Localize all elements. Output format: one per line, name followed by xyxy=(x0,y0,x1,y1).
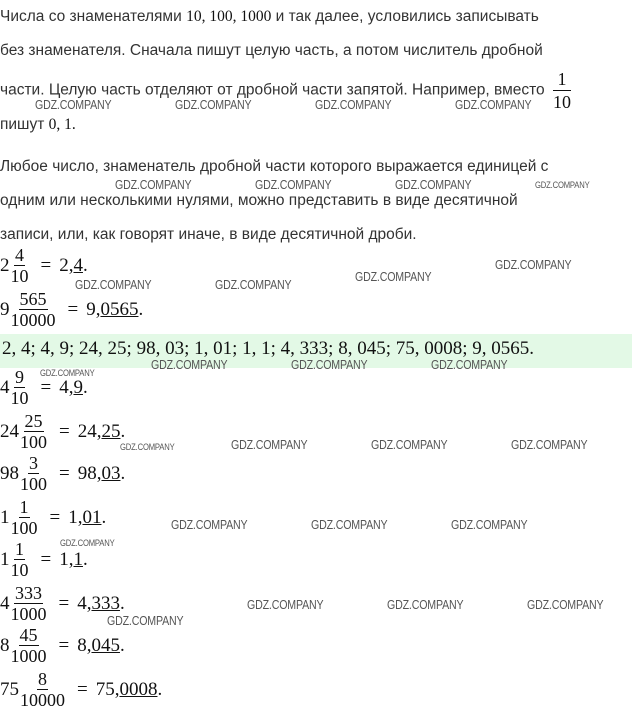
fraction-numerator: 25 xyxy=(24,411,43,431)
result-suffix: . xyxy=(120,420,126,442)
equals-sign: = xyxy=(58,634,70,656)
fraction xyxy=(11,540,29,579)
result-underlined: 1 xyxy=(73,548,83,570)
fraction-numerator: 3 xyxy=(29,453,38,473)
whole-part: 75 xyxy=(0,678,19,700)
watermark: GDZ.COMPANY xyxy=(311,518,388,532)
whole-part: 98 xyxy=(0,462,19,484)
example-row xyxy=(0,498,106,537)
result-underlined: 01 xyxy=(82,506,102,528)
result-prefix: 75, xyxy=(95,678,120,700)
result-underlined: 0565 xyxy=(100,298,139,320)
watermark: GDZ.COMPANY xyxy=(431,358,508,372)
watermark: GDZ.COMPANY xyxy=(35,98,112,112)
result-underlined: 03 xyxy=(101,462,121,484)
fraction-denominator: 100 xyxy=(20,474,47,494)
equals-sign: = xyxy=(67,298,79,320)
result-prefix: 4, xyxy=(77,592,92,614)
fraction-denominator: 10 xyxy=(552,92,571,112)
equals-sign: = xyxy=(59,420,70,442)
fraction-numerator: 1 xyxy=(553,70,571,91)
watermark: GDZ.COMPANY xyxy=(387,598,464,612)
watermark: GDZ.COMPANY xyxy=(291,358,368,372)
watermark: GDZ.COMPANY xyxy=(247,598,324,612)
fraction-numerator: 9 xyxy=(15,367,24,387)
result-underlined: 0008 xyxy=(119,678,158,700)
watermark: GDZ.COMPANY xyxy=(115,178,192,192)
watermark: GDZ.COMPANY xyxy=(315,98,392,112)
result-suffix: . xyxy=(101,506,107,528)
whole-part: 8 xyxy=(0,634,10,656)
result-underlined: 333 xyxy=(91,592,120,614)
result-suffix: . xyxy=(138,298,144,320)
watermark: GDZ.COMPANY xyxy=(495,258,572,272)
fraction-numerator: 1 xyxy=(15,539,24,559)
result-prefix: 8, xyxy=(77,634,92,656)
fraction xyxy=(11,626,47,665)
fraction xyxy=(20,670,65,709)
equals-sign: = xyxy=(58,592,70,614)
fraction-numerator: 45 xyxy=(19,625,38,645)
example-row xyxy=(0,290,143,329)
result-prefix: 1, xyxy=(68,506,83,528)
watermark: GDZ.COMPANY xyxy=(451,518,528,532)
text-fragment: и так далее, условились записывать xyxy=(271,8,539,25)
watermark: GDZ.COMPANY xyxy=(535,180,590,190)
whole-part: 1 xyxy=(0,506,10,528)
fraction-denominator: 10000 xyxy=(20,690,65,710)
fraction-numerator: 333 xyxy=(15,583,42,603)
result-suffix: . xyxy=(82,548,88,570)
result-prefix: 1, xyxy=(59,548,74,570)
whole-part: 24 xyxy=(0,420,19,442)
text-fragment: Числа со знаменателями xyxy=(0,8,187,25)
math-inline: 10, 100, 1000 xyxy=(186,8,272,25)
fraction-numerator: 4 xyxy=(15,245,24,265)
fraction xyxy=(11,368,29,407)
result-prefix: 4, xyxy=(59,376,74,398)
result-suffix: . xyxy=(157,678,163,700)
result-suffix: . xyxy=(82,254,88,276)
inline-fraction xyxy=(553,70,571,111)
result-prefix: 98, xyxy=(77,462,102,484)
result-prefix: 24, xyxy=(77,420,102,442)
watermark: GDZ.COMPANY xyxy=(171,518,248,532)
fraction-denominator: 10 xyxy=(10,266,29,286)
watermark: GDZ.COMPANY xyxy=(215,278,292,292)
equals-sign: = xyxy=(40,548,52,570)
math-inline: 0, 1. xyxy=(48,116,76,133)
result-suffix: . xyxy=(120,462,126,484)
example-row xyxy=(0,670,162,709)
fraction xyxy=(20,454,47,493)
result-underlined: 25 xyxy=(101,420,121,442)
text-fragment: пишут xyxy=(0,116,49,133)
fraction-denominator: 10000 xyxy=(10,310,56,330)
paragraph-line-7: записи, или, как говорят иначе, в виде десятичной дроби. xyxy=(0,226,417,243)
watermark: GDZ.COMPANY xyxy=(75,278,152,292)
paragraph-line-6: одним или несколькими нулями, можно представить в виде десятичной xyxy=(0,192,518,209)
watermark: GDZ.COMPANY xyxy=(355,270,432,284)
fraction-numerator: 1 xyxy=(19,497,29,517)
watermark: GDZ.COMPANY xyxy=(151,358,228,372)
fraction-denominator: 1000 xyxy=(10,646,47,666)
whole-part: 4 xyxy=(0,376,10,398)
watermark: GDZ.COMPANY xyxy=(107,614,184,628)
result-suffix: . xyxy=(119,592,125,614)
watermark: GDZ.COMPANY xyxy=(120,442,175,452)
watermark: GDZ.COMPANY xyxy=(231,438,308,452)
paragraph-line-5: Любое число, знаменатель дробной части которого выражается единицей с xyxy=(0,158,549,175)
result-suffix: . xyxy=(119,634,125,656)
equals-sign: = xyxy=(77,678,88,700)
result-underlined: 045 xyxy=(91,634,120,656)
fraction xyxy=(11,290,56,329)
fraction-denominator: 1000 xyxy=(10,604,47,624)
equals-sign: = xyxy=(40,254,52,276)
whole-part: 9 xyxy=(0,298,10,320)
watermark: GDZ.COMPANY xyxy=(527,598,604,612)
equals-sign: = xyxy=(49,506,61,528)
result-prefix: 9, xyxy=(86,298,101,320)
example-row xyxy=(0,584,125,623)
fraction-denominator: 100 xyxy=(20,432,47,452)
result-underlined: 9 xyxy=(73,376,83,398)
watermark: GDZ.COMPANY xyxy=(40,368,95,378)
equals-sign: = xyxy=(59,462,70,484)
fraction-denominator: 100 xyxy=(10,518,38,538)
fraction xyxy=(11,246,29,285)
text-fragment: части. Целую часть отделяют от дробной части запятой. Например, вместо xyxy=(0,81,545,99)
watermark: GDZ.COMPANY xyxy=(371,438,448,452)
watermark: GDZ.COMPANY xyxy=(455,98,532,112)
whole-part: 2 xyxy=(0,254,10,276)
example-row xyxy=(0,412,125,451)
fraction xyxy=(20,412,47,451)
watermark: GDZ.COMPANY xyxy=(175,98,252,112)
paragraph-line-4 xyxy=(0,108,628,142)
fraction-numerator: 565 xyxy=(19,289,47,309)
paragraph-line-1 xyxy=(0,0,628,34)
fraction xyxy=(11,584,47,623)
result-prefix: 2, xyxy=(59,254,74,276)
result-underlined: 4 xyxy=(73,254,83,276)
watermark: GDZ.COMPANY xyxy=(395,178,472,192)
whole-part: 1 xyxy=(0,548,10,570)
fraction-denominator: 10 xyxy=(10,388,29,408)
whole-part: 4 xyxy=(0,592,10,614)
fraction xyxy=(11,498,38,537)
answer-line: 2, 4; 4, 9; 24, 25; 98, 03; 1, 01; 1, 1; 4, 333; 8, 045; 75, 0008; 9, 0565. xyxy=(2,338,535,359)
watermark: GDZ.COMPANY xyxy=(255,178,332,192)
example-row xyxy=(0,454,125,493)
paragraph-line-2: без знаменателя. Сначала пишут целую часть, а потом числитель дробной xyxy=(0,42,543,59)
watermark: GDZ.COMPANY xyxy=(511,438,588,452)
example-row xyxy=(0,626,125,665)
result-suffix: . xyxy=(82,376,88,398)
equals-sign: = xyxy=(40,376,52,398)
fraction-denominator: 10 xyxy=(10,560,29,580)
fraction-numerator: 8 xyxy=(38,669,47,689)
watermark: GDZ.COMPANY xyxy=(60,538,115,548)
